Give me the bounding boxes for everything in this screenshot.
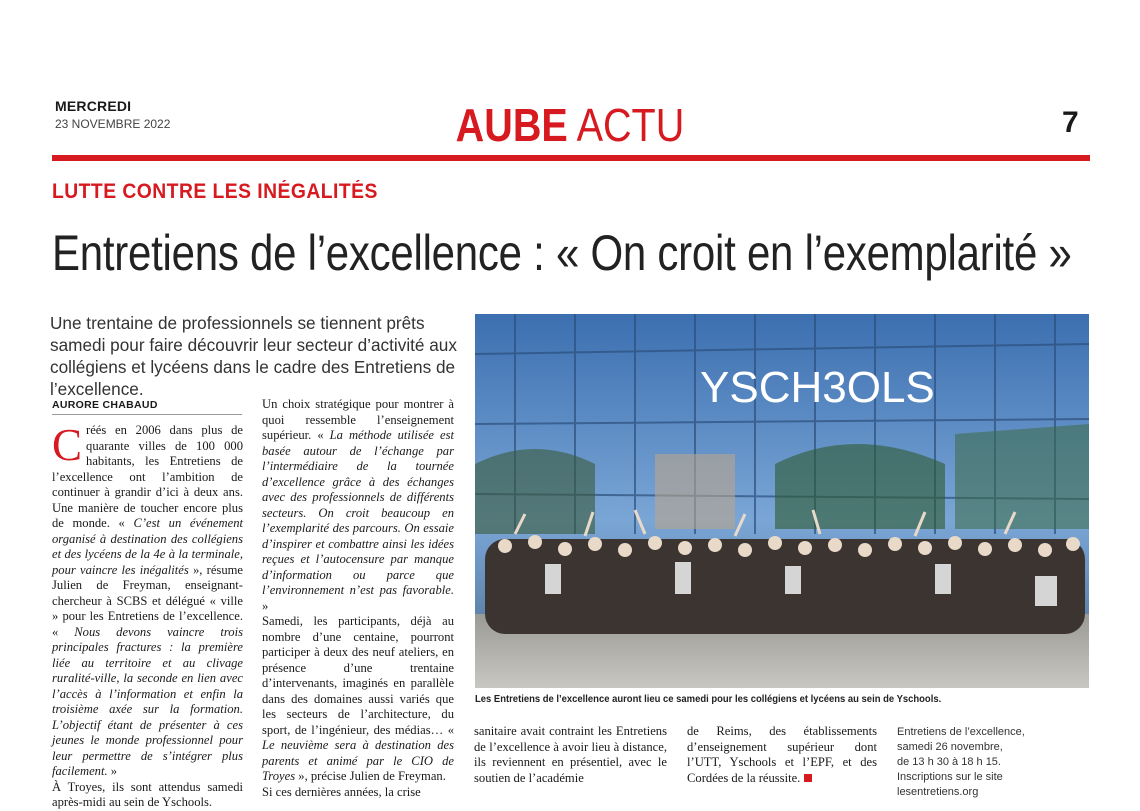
masthead-divider xyxy=(52,155,1090,161)
section-title-bold: AUBE xyxy=(455,99,568,151)
text-run: », résume Julien de Freyman, enseignant-chercheur à SCBS et délégué « ville » pour les Entretiens de l’excellence. « xyxy=(52,562,243,639)
event-info-line: Entretiens de l’excellence, xyxy=(897,726,1025,738)
event-info-line: samedi 26 novembre, xyxy=(897,741,1003,753)
quote-text: La méthode utilisée est basée autour de l’échange par l’intermédiaire de la tournée d’excellence grâce à des échanges avec des professionnels de différents secteurs. On croit beaucoup en l’exemplarité des parcours. On essaie d’inspirer et combattre ainsi les idées reçues et l’autocensure par manque d’information ou parce que l’environnement n’est pas favorable. xyxy=(262,428,455,597)
text-run: Un choix stratégique pour montrer à quoi ressemble l’enseignement supérieur. « xyxy=(262,397,454,442)
event-info-line: Inscriptions sur le site lesentretiens.org xyxy=(897,771,1003,798)
column-2-paragraph-2 xyxy=(262,614,454,785)
event-info-line: de 13 h 30 à 18 h 15. xyxy=(897,756,1001,768)
column-2-paragraph-3: Si ces dernières années, la crise xyxy=(262,784,421,799)
page-number: 7 xyxy=(1062,106,1079,139)
drop-cap: C xyxy=(52,420,83,470)
issue-date: 23 NOVEMBRE 2022 xyxy=(55,117,171,131)
issue-day: MERCREDI xyxy=(55,98,132,114)
article-kicker: LUTTE CONTRE LES INÉGALITÉS xyxy=(52,180,378,203)
article-headline: Entretiens de l’excellence : « On croit en l’exemplarité » xyxy=(52,225,1072,281)
article-column-4 xyxy=(687,724,877,786)
text-run: Samedi, les participants, déjà au nombre d’une centaine, pourront participer à deux des neuf ateliers, en présence d’une trentaine d’intervenants, imaginés en parallèle dans des domaines aussi variés que les secteurs de l’architecture, du sport, de l’ingénieur, des médias… « xyxy=(262,614,454,737)
section-title-light: ACTU xyxy=(576,99,685,151)
article-column-2 xyxy=(262,397,454,800)
text-run: » xyxy=(107,764,118,778)
end-mark xyxy=(804,774,812,782)
quote-text: Nous devons vaincre trois principales fractures : la première liée au territoire et au clivage ruralité-ville, la seconde en lien avec l’accès à l’information et enfin la troisième axée sur la formation. L’objectif étant de présenter à ces jeunes le monde professionnel pour leur permettre de s’intégrer plus facilement. xyxy=(52,624,243,778)
text-run: réés en 2006 dans plus de quarante villes de 100 000 habitants, les Entretiens de l’excellence ont l’ambition de continuer à grandir d’ici à deux ans. Une manière de toucher encore plus de monde. « xyxy=(52,423,243,530)
column-3-paragraph: sanitaire avait contraint les Entretiens de l’excellence à avoir lieu à distance, ils reviennent en présentiel, avec le soutien de l’académie xyxy=(474,724,667,785)
text-run: » xyxy=(262,598,269,613)
article-author: AURORE CHABAUD xyxy=(52,399,158,411)
author-divider xyxy=(52,414,242,415)
article-photo xyxy=(475,314,1089,688)
section-title xyxy=(80,98,1060,152)
article-column-3 xyxy=(474,724,667,786)
column-1-paragraph-1 xyxy=(52,420,243,780)
quote-text: C’est un événement organisé à destination des collégiens et des lycéens de la 4e à la terminale, pour vaincre les inégalités xyxy=(52,516,243,577)
column-4-paragraph xyxy=(687,724,877,786)
column-2-paragraph-1 xyxy=(262,397,454,614)
article-lede: Une trentaine de professionnels se tiennent prêts samedi pour faire découvrir leur secteur d’activité aux collégiens et lycéens dans le cadre des Entretiens de l’excellence. xyxy=(50,313,457,399)
column-1-paragraph-2: À Troyes, ils sont attendus samedi après-midi au sein de Yschools. xyxy=(52,779,243,809)
article-column-1 xyxy=(52,420,243,811)
photo-caption: Les Entretiens de l’excellence auront lieu ce samedi pour les collégiens et lycéens au sein de Yschools. xyxy=(475,693,942,705)
quote-text: Le neuvième sera à destination des parents et animé par le CIO de Troyes xyxy=(262,738,454,783)
text-run: de Reims, des établissements d’enseignement supérieur dont l’UTT, Yschools et l’EPF, et des Cordées de la réussite. xyxy=(687,724,877,785)
text-run: », précise Julien de Freyman. xyxy=(295,769,446,783)
event-info xyxy=(897,725,1087,800)
yschools-sign: YSCH3OLS xyxy=(700,363,935,412)
